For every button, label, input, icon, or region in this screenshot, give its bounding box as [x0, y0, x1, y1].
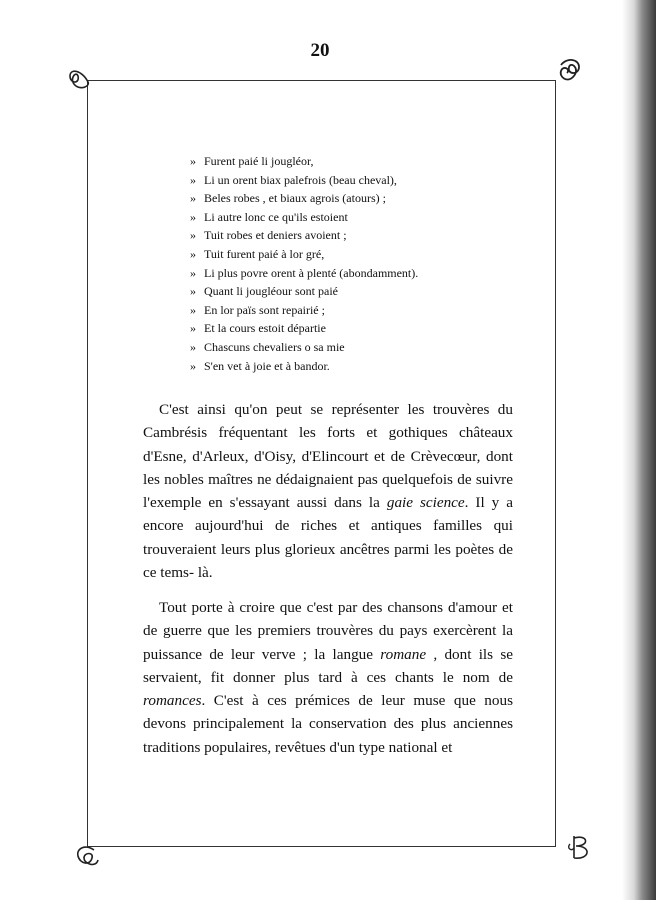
verse-line: » Tuit robes et deniers avoient ;	[190, 228, 347, 243]
verse-line: » Li un orent biax palefrois (beau cheval),	[190, 172, 397, 187]
verse-line: » S'en vet à joie et à bandor.	[190, 358, 330, 373]
page-number: 20	[310, 40, 330, 61]
verse-line: » Quant li jougléour sont paié	[190, 284, 338, 299]
verse-line: » Li autre lonc ce qu'ils estoient	[190, 209, 348, 224]
corner-ornament-top-right	[555, 55, 585, 85]
verse-block	[190, 152, 418, 375]
verse-line: » Beles robes , et biaux agrois (atours) ;	[190, 191, 386, 206]
verse-line: » Et la cours estoit départie	[190, 321, 326, 336]
verse-line: » Furent paié li jougléor,	[190, 154, 314, 168]
verse-line: » Tuit furent paié à lor gré,	[190, 246, 325, 261]
body-paragraph-2: Tout porte à croire que c'est par des chansons d'amour et de guerre que les premiers trouvères du pays exercèrent la puissance de leur verve ; la langue romane , dont ils se servaient, fit donner plus tard à ces chants le nom de romances. C'est à ces prémices de leur muse que nous devons principalement la conservation des plus anciennes traditions populaires, revêtues d'un type national et	[143, 599, 513, 756]
verse-line: » Li plus povre orent à plenté (abondamment).	[190, 265, 419, 280]
verse-line: » Chascuns chevaliers o sa mie	[190, 339, 345, 354]
page-binding-shadow	[622, 0, 656, 900]
verse-line: » En lor païs sont repairié ;	[190, 302, 325, 317]
corner-ornament-bottom-right	[566, 832, 596, 862]
corner-ornament-bottom-left	[72, 842, 102, 872]
corner-ornament-top-left	[64, 62, 94, 92]
body-paragraph-1: C'est ainsi qu'on peut se représenter les trouvères du Cambrésis fréquentant les forts et gothiques châteaux d'Esne, d'Arleux, d'Oisy, d'Elincourt et de Crèvecœur, dont les nobles maîtres ne dédaignaient pas quelquefois de suivre l'exemple en s'essayant aussi dans la gaie science. Il y a encore aujourd'hui de riches et antiques familles qui trouveraient leurs plus glorieux ancêtres parmi les poètes de ce tems- là.	[143, 401, 513, 582]
